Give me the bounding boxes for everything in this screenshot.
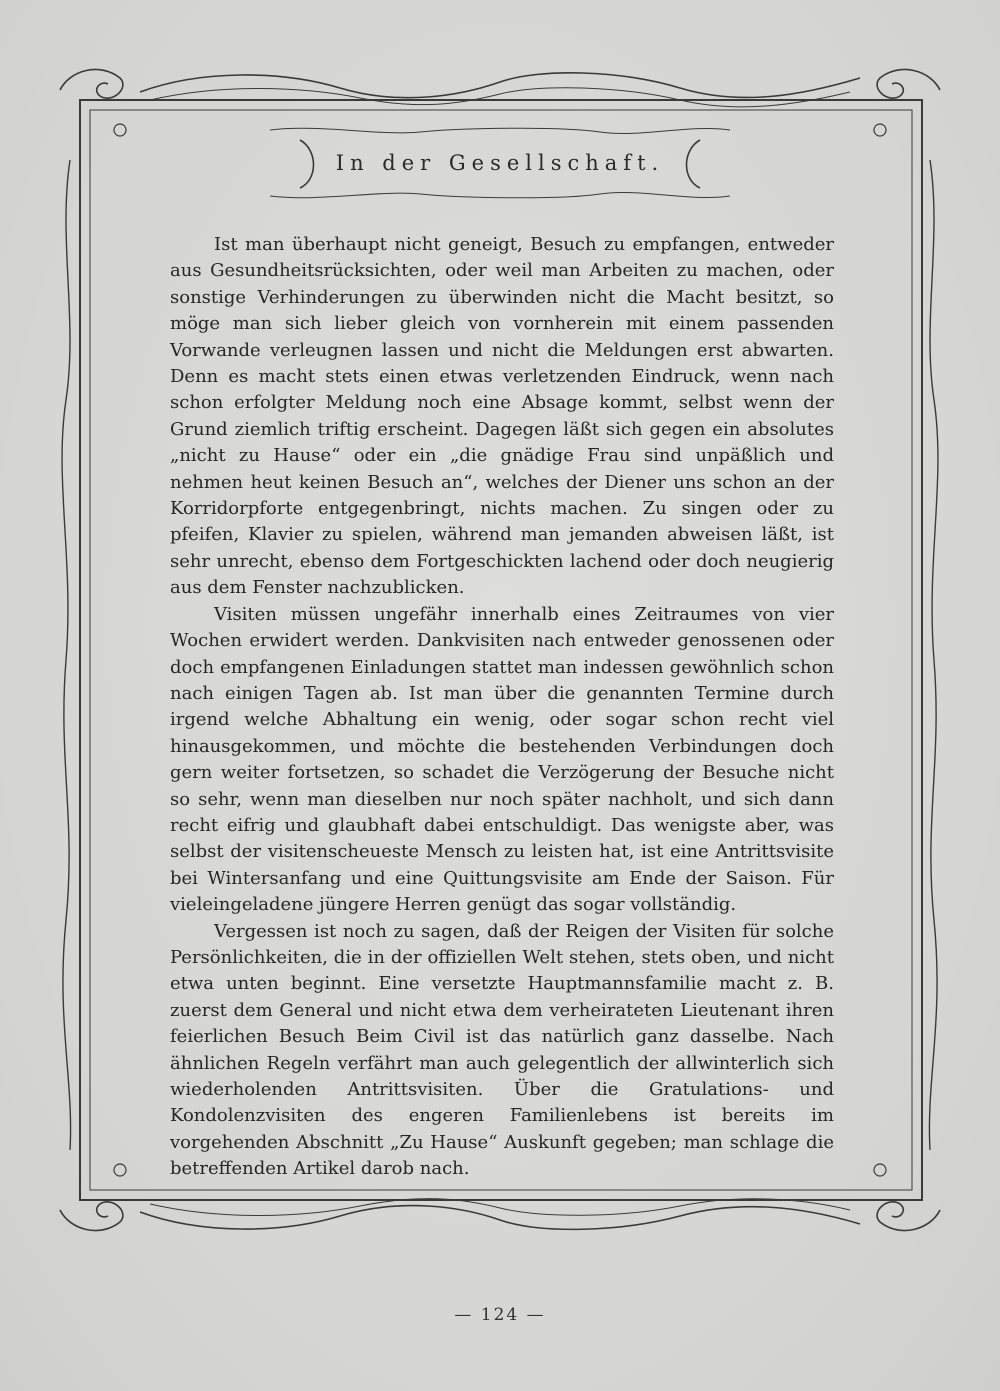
corner-bottom-left: [60, 1202, 123, 1231]
body-text: [170, 232, 834, 1180]
paragraph-1: Ist man überhaupt nicht geneigt, Besuch zu empfangen, entweder aus Gesundheitsrücksichten, oder weil man Arbeiten zu machen, oder sonstige Verhinderungen zu überwinden nicht die Macht besitzt, so möge man sich lieber gleich von vornherein mit einem passenden Vorwande verleugnen lassen und nicht die Meldungen erst abwarten. Denn es macht stets einen etwas verletzenden Eindruck, wenn nach schon erfolgter Meldung noch eine Absage kommt, selbst wenn der Grund ziemlich triftig erscheint. Dagegen läßt sich gegen ein absolutes „nicht zu Hause“ oder ein „die gnädige Frau sind unpäßlich und nehmen heut keinen Besuch an“, welches der Diener uns schon an der Korridorpforte entgegenbringt, nichts machen. Zu singen oder zu pfeifen, Klavier zu spielen, während man jemanden abweisen läßt, ist sehr unrecht, ebenso dem Fortgeschickten lachend oder doch neugierig aus dem Fenster nachzublicken.: [170, 234, 834, 599]
corner-top-left: [60, 69, 123, 98]
paragraph-3: Vergessen ist noch zu sagen, daß der Reigen der Visiten für solche Persönlichkeiten, die in der offiziellen Welt stehen, stets oben, und nicht etwa unten beginnt. Eine versetzte Hauptmannsfamilie macht z. B. zuerst dem General und nicht etwa dem verheirateten Lieutenant ihren feierlichen Besuch Beim Civil ist das natürlich ganz dasselbe. Nach ähnlichen Regeln verfährt man auch gelegentlich der allwinterlich sich wiederholenden Antrittsvisiten. Über die Gratulations- und Kondolenzvisiten des engeren Familienlebens ist bereits im vorgehenden Abschnitt „Zu Hause“ Auskunft gegeben; man schlage die betreffenden Artikel darob nach.: [170, 920, 834, 1180]
corner-top-right: [877, 69, 940, 98]
page-number: — 124 —: [454, 1305, 546, 1325]
chapter-title: In der Gesellschaft.: [335, 151, 665, 175]
left-scroll: [62, 160, 71, 1150]
paragraph-2: Visiten müssen ungefähr innerhalb eines Zeitraumes von vier Wochen erwidert werden. Dankvisiten nach entweder genossenen oder doch empfangenen Einladungen stattet man indessen gewöhnlich schon nach einigen Tagen ab. Ist man über die genannten Termine durch irgend welche Abhaltung ein wenig, oder sogar schon recht viel hinausgekommen, und möchte die bestehenden Verbindungen doch gern weiter fortsetzen, so schadet die Verzögerung der Besuche nicht so sehr, wenn man dieselben nur noch später nachholt, und sich dann recht eifrig und glaubhaft dabei entschuldigt. Das wenigste aber, was selbst der visitenscheueste Mensch zu leisten hat, ist eine Antrittsvisite bei Wintersanfang und eine Quittungsvisite am Ende der Saison. Für vieleingeladene jüngere Herren genügt das sogar vollständig.: [170, 603, 834, 916]
right-scroll: [929, 160, 938, 1150]
bottom-scroll: [140, 1206, 860, 1230]
corner-bottom-right: [877, 1202, 940, 1231]
